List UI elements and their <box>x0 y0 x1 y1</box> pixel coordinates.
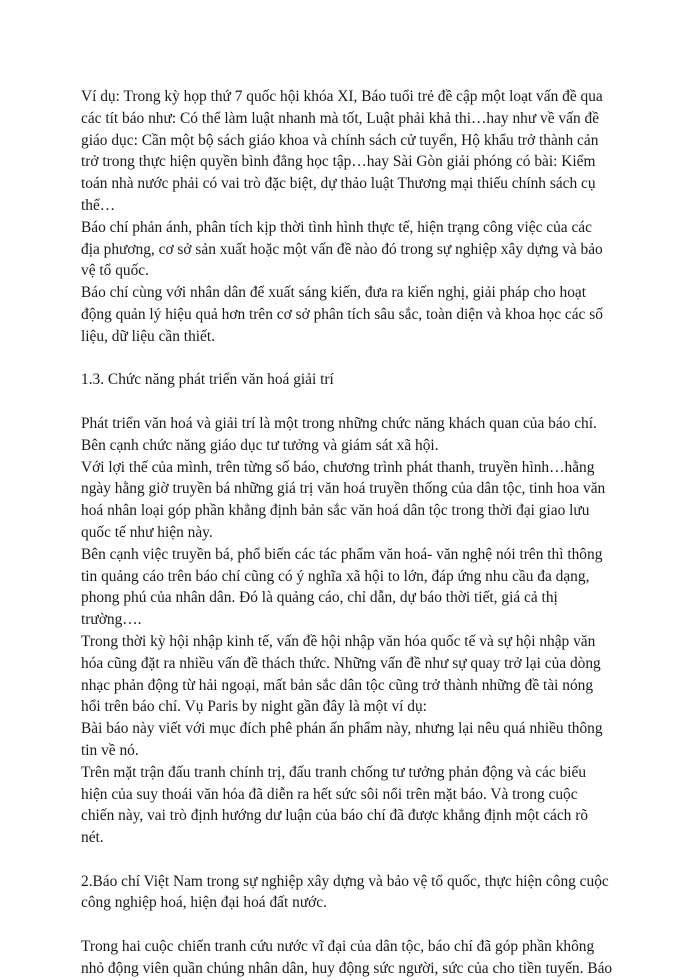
paragraph-integration: Trong thời kỳ hội nhập kinh tế, vấn đề hội nhập văn hóa quốc tế và sự hội nhập văn hóa cũng đặt ra nhiều vấn đề thách thức. Những vấn đề như sự quay trở lại của dòng nhạc phản động từ hải ngoại, mất bản sắc dân tộc cũng trở thành những đề tài nóng hổi trên báo chí. Vụ Paris by night gần đây là một ví dụ: <box>81 632 601 716</box>
paragraph-example-national-assembly: Ví dụ: Trong kỳ họp thứ 7 quốc hội khóa XI, Báo tuổi trẻ đề cập một loạt vấn đề qua các tít báo như: Có thể làm luật nhanh mà tốt, Luật phải khả thi…hay như về vấn đề giáo dục: Cần một bộ sách giáo khoa và chính sách cử tuyển, Hộ khẩu trở thành cản trở trong thực hiện quyền bình đẳng học tập…hay Sài Gòn giải phóng có bài: Kiểm toán nhà nước phải có vai trò đặc biệt, dự thảo luật Thương mại thiếu chính sách cụ thể… <box>81 88 603 214</box>
paragraph-article-critique: Bài báo này viết với mục đích phê phán ấn phẩm này, nhưng lại nêu quá nhiều thông tin về nó. <box>81 720 603 759</box>
section-heading-1-3: 1.3. Chức năng phát triển văn hoá giải trí <box>81 371 334 389</box>
paragraph-advantages: Với lợi thế của mình, trên từng số báo, chương trình phát thanh, truyền hình…hằng ngày hằng giờ truyền bá những giá trị văn hoá truyền thống của dân tộc, tinh hoa văn hoá nhân loại góp phần khẳng định bản sắc văn hoá dân tộc trong thời đại giao lưu quốc tế như hiện này. <box>81 458 606 541</box>
section-heading-2: 2.Báo chí Việt Nam trong sự nghiệp xây dựng và bảo vệ tổ quốc, thực hiện công cuộc công nghiệp hoá, hiện đại hoá đất nước. <box>81 872 609 912</box>
paragraph-press-reflects: Báo chí phản ánh, phân tích kịp thời tình hình thực tế, hiện trạng công việc của các địa phương, cơ sở sản xuất hoặc một vấn đề nào đó trong sự nghiệp xây dựng và bảo vệ tổ quốc. <box>81 218 603 280</box>
paragraph-political-front: Trên mặt trận đấu tranh chính trị, đấu tranh chống tư tưởng phản động và các biểu hiện của suy thoái văn hóa đã diễn ra hết sức sôi nổi trên mặt báo. Và trong cuộc chiến này, vai trò định hướng dư luận của báo chí đã được khẳng định một cách rõ nét. <box>81 763 589 847</box>
paragraph-advertising: Bên cạnh việc truyền bá, phổ biến các tác phẩm văn hoá- văn nghệ nói trên thì thông tin quảng cáo trên báo chí cũng có ý nghĩa xã hội to lớn, đáp ứng nhu cầu đa dạng, phong phú của nhân dân. Đó là quảng cáo, chỉ dẫn, dự báo thời tiết, giá cả thị trường…. <box>81 545 603 629</box>
spacer <box>81 348 630 370</box>
spacer <box>81 849 630 871</box>
paragraph-culture-entertainment: Phát triển văn hoá và giải trí là một trong những chức năng khách quan của báo chí. Bên cạnh chức năng giáo dục tư tưởng và giám sát xã hội. <box>81 414 597 454</box>
paragraph-press-proposes: Báo chí cùng với nhân dân để xuất sáng kiến, đưa ra kiến nghị, giải pháp cho hoạt động quản lý hiệu quả hơn trên cơ sở phân tích sâu sắc, toàn diện và khoa học các số liệu, dữ liệu cần thiết. <box>81 284 603 345</box>
spacer <box>81 914 630 936</box>
paragraph-wars: Trong hai cuộc chiến tranh cứu nước vĩ đại của dân tộc, báo chí đã góp phần không nhỏ động viên quần chúng nhân dân, huy động sức người, sức của cho tiền tuyến. Báo <box>81 938 613 977</box>
spacer <box>81 391 630 413</box>
